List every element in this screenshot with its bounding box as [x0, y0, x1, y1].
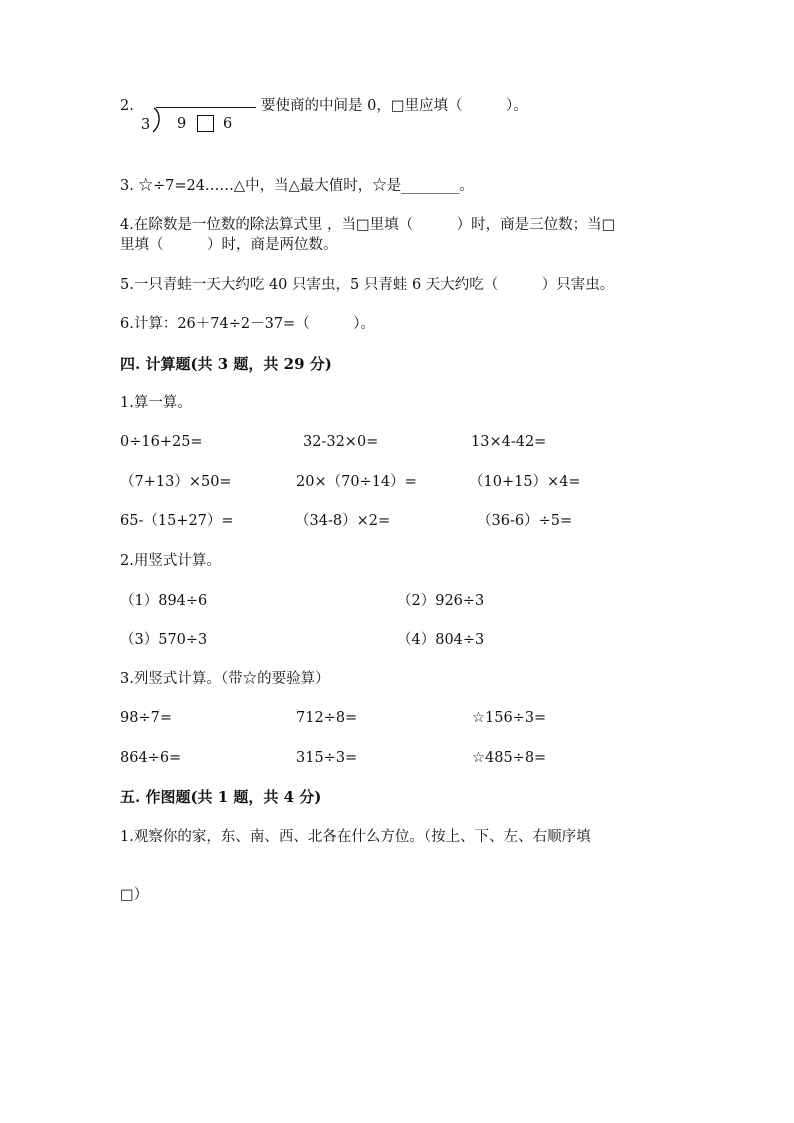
question-4-line2: 里填（ ）时，商是两位数。 [120, 237, 338, 253]
expression: （2）926÷3 [397, 593, 485, 609]
question-number: 2. [120, 98, 134, 114]
expression: ☆485÷8= [472, 750, 547, 766]
expression: （4）804÷3 [397, 632, 485, 648]
expression: （7+13）×50= [120, 474, 232, 490]
divisor-digit: 3 [141, 117, 151, 133]
question-text: 要使商的中间是 0，□里应填（ ）。 [261, 98, 528, 114]
expression: （10+15）×4= [469, 474, 581, 490]
expression: （34-8）×2= [295, 513, 391, 529]
question-5: 5.一只青蛙一天大约吃 40 只害虫，5 只青蛙 6 天大约吃（ ）只害虫。 [120, 277, 615, 293]
expression: 315÷3= [296, 750, 358, 766]
expression: 0÷16+25= [120, 434, 203, 450]
expression: 98÷7= [120, 710, 172, 726]
section-5-heading: 五. 作图题(共 1 题，共 4 分) [120, 788, 322, 806]
section-4-heading: 四. 计算题(共 3 题，共 29 分) [120, 355, 332, 373]
expression: （1）894÷6 [120, 593, 208, 609]
dividend-digit: 9 [177, 116, 187, 132]
question-6: 6.计算：26＋74÷2－37=（ ）。 [120, 316, 375, 332]
expression: ☆156÷3= [472, 710, 547, 726]
expression: 712÷8= [296, 710, 358, 726]
expression: 20×（70÷14）= [296, 474, 417, 490]
question-4-line1: 4.在除数是一位数的除法算式里 ，当□里填（ ）时，商是三位数；当□ [120, 217, 616, 233]
dividend-digit: 6 [223, 116, 233, 132]
question-3: 3. ☆÷7=24……△中，当△最大值时，☆是________。 [120, 178, 474, 194]
answer-box[interactable] [197, 115, 214, 132]
section-4-problem-3-title: 3.列竖式计算。（带☆的要验算） [120, 671, 330, 687]
expression: 32-32×0= [303, 434, 379, 450]
expression: （36-6）÷5= [477, 513, 573, 529]
section-4-problem-1-title: 1.算一算。 [120, 395, 192, 411]
section-4-problem-2-title: 2.用竖式计算。 [120, 553, 221, 569]
expression: 864÷6= [120, 750, 182, 766]
expression: 65-（15+27）= [120, 513, 234, 529]
section-5-problem-1-line2: □） [120, 887, 149, 903]
division-bracket-icon [151, 107, 167, 133]
division-bar [156, 107, 256, 108]
expression: 13×4-42= [471, 434, 547, 450]
section-5-problem-1-line1: 1.观察你的家，东、南、西、北各在什么方位。（按上、下、左、右顺序填 [120, 829, 591, 845]
expression: （3）570÷3 [120, 632, 208, 648]
